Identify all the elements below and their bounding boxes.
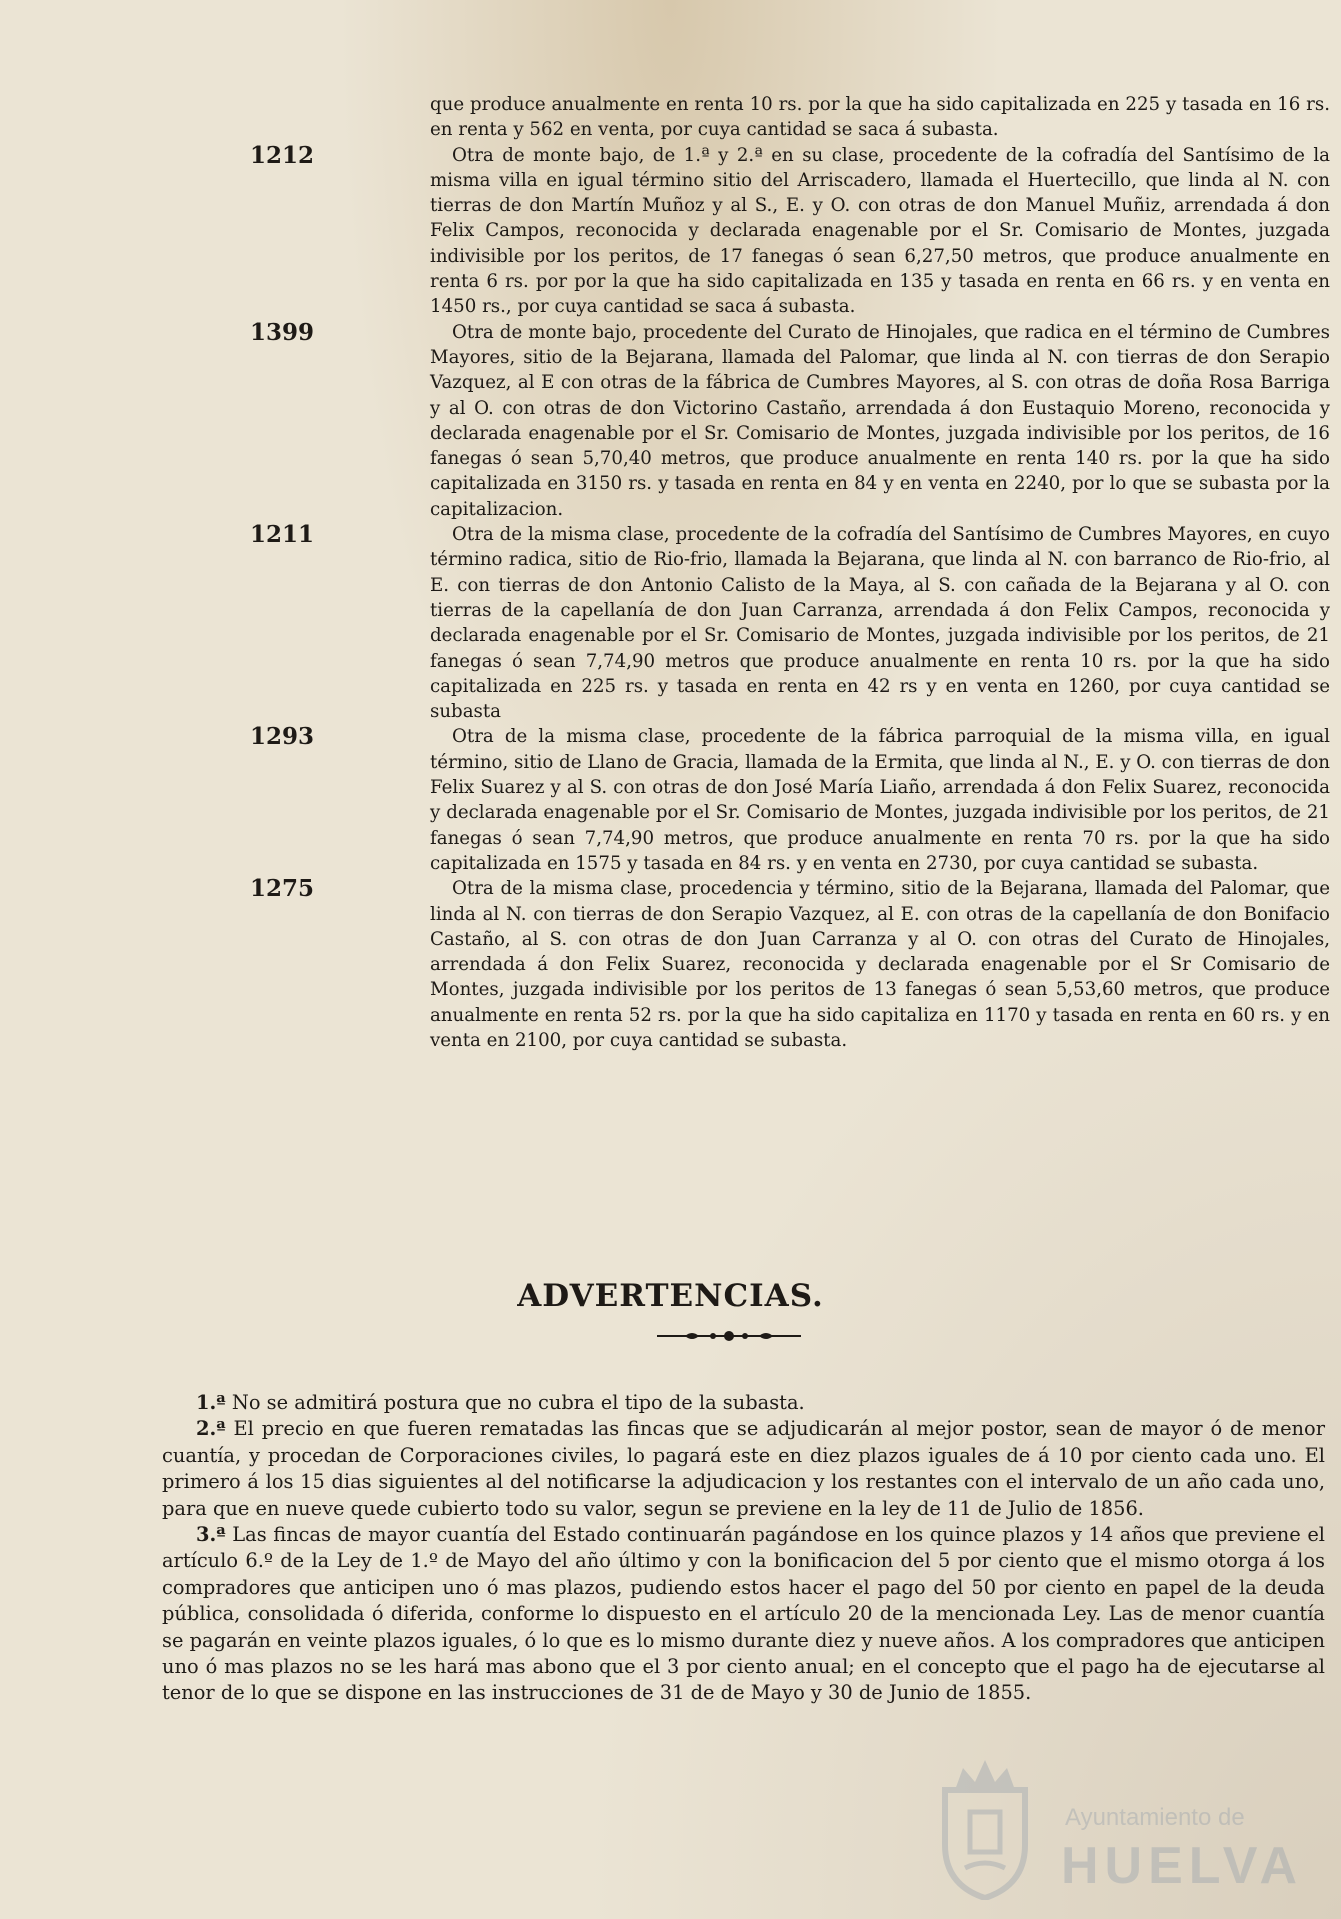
entry-text: Otra de la misma clase, procedencia y término, sitio de la Bejarana, llamada del Palomar, que linda al N. con tierras de don Serapio Vazquez, al E. con otras de la capellanía de don Bonifacio Castaño, al S. con otras de don Juan Carranza y al O. con otras del Curato de Hinojales, arrendada á don Felix Suarez, reconocida y declarada enagenable por el Sr Comisario de Montes, juzgada indivisible por los peritos de 13 fanegas ó sean 5,53,60 metros, que produce anualmente en renta 52 rs. por la que ha sido capitaliza en 1170 y tasada en renta en 60 rs. y en venta en 2100, por cuya cantidad se subasta. [430,878,1330,1051]
entry-1211 [0,522,1341,724]
property-entries [0,92,1341,1053]
entry-1293 [0,724,1341,876]
entry-1275 [0,876,1341,1053]
note-item [162,1416,1325,1522]
entry-number: 1275 [250,875,315,903]
entry-text: Otra de la misma clase, procedente de la cofradía del Santísimo de Cumbres Mayores, en cuyo término radica, sitio de Rio-frio, llamada la Bejarana, que linda al N. con barranco de Rio-frio, al E. con tierras de don Antonio Calisto de la Maya, al S. con cañada de la Bejarana y al O. con tierras de la capellanía de don Juan Carranza, arrendada á don Felix Campos, reconocida y declarada enagenable por el Sr. Comisario de Montes, juzgada indivisible por los peritos, de 21 fanegas ó sean 7,74,90 metros que produce anualmente en renta 10 rs. por la que ha sido capitalizada en 225 rs. y tasada en renta en 42 rs y en venta en 1260, por cuya cantidad se subasta [430,524,1330,723]
entry-1399 [0,320,1341,522]
note-label: 1.ª [196,1391,226,1414]
note-text: El precio en que fueren rematadas las fincas que se adjudicarán al mejor postor, sean de mayor ó de menor cuantía, y procedan de Corporaciones civiles, lo pagará este en diez plazos iguales de á 10 por ciento cada uno. El primero á los 15 dias siguientes al del notificarse la adjudicacion y los restantes con el intervalo de un año cada uno, para que en nueve quede cubierto todo su valor, segun se previene en la ley de 11 de Julio de 1856. [162,1417,1325,1520]
watermark-line2: HUELVA [1061,1837,1304,1895]
ornament-divider-icon [655,1329,803,1343]
section-heading: ADVERTENCIAS. [517,1278,824,1314]
note-text: Las fincas de mayor cuantía del Estado continuarán pagándose en los quince plazos y 14 años que previene el artículo 6.º de la Ley de 1.º de Mayo del año último y con la bonificacion del 5 por ciento que el mismo otorga á los compradores que anticipen uno ó mas plazos, pudiendo estos hacer el pago del 50 por ciento en papel de la deuda pública, consolidada ó diferida, conforme lo dispuesto en el artículo 20 de la mencionada Ley. Las de menor cuantía se pagarán en veinte plazos iguales, ó lo que es lo mismo durante diez y nueve años. A los compradores que anticipen uno ó mas plazos no se les hará mas abono que el 3 por ciento anual; en el concepto que el pago ha de ejecutarse al tenor de lo que se dispone en las instrucciones de 31 de de Mayo y 30 de Junio de 1855. [162,1523,1325,1705]
watermark [925,1740,1325,1910]
note-item [162,1390,1325,1416]
entry-number: 1399 [250,318,315,346]
entry-text: que produce anualmente en renta 10 rs. por la que ha sido capitalizada en 225 y tasada en 16 rs. en renta y 562 en venta, por cuya cantidad se saca á subasta. [430,94,1330,141]
entry-text: Otra de monte bajo, de 1.ª y 2.ª en su clase, procedente de la cofradía del Santísimo de la misma villa en igual término sitio del Arriscadero, llamada el Huertecillo, que linda al N. con tierras de don Martín Muñoz y al S., E. y O. con otras de don Manuel Muñiz, arrendada á don Felix Campos, reconocida y declarada enagenable por el Sr. Comisario de Montes, juzgada indivisible por los peritos, de 17 fanegas ó sean 6,27,50 metros, que produce anualmente en renta 6 rs. por por la que ha sido capitalizada en 135 y tasada en renta en 66 rs. y en venta en 1450 rs., por cuya cantidad se saca á subasta. [430,144,1330,318]
watermark-line1: Ayuntamiento de [1065,1804,1245,1831]
coat-of-arms-icon [925,1750,1045,1900]
notes-list [162,1390,1325,1707]
entry-number: 1212 [250,141,315,169]
entry-text: Otra de monte bajo, procedente del Curato de Hinojales, que radica en el término de Cumbres Mayores, sitio de la Bejarana, llamada del Palomar, que linda al N. con tierras de don Serapio Vazquez, al E con otras de la fábrica de Cumbres Mayores, al S. con otras de doña Rosa Barriga y al O. con otras de don Victorino Castaño, arrendada á don Eustaquio Moreno, reconocida y declarada enagenable por el Sr. Comisario de Montes, juzgada indivisible por los peritos, de 16 fanegas ó sean 5,70,40 metros, que produce anualmente en renta 140 rs. por la que ha sido capitalizada en 3150 rs. y tasada en renta en 84 y en venta en 2240, por lo que se subasta por la capitalizacion. [430,321,1330,520]
note-item [162,1522,1325,1707]
note-label: 3.ª [196,1523,226,1547]
entry-continuation [0,92,1341,143]
entry-text: Otra de la misma clase, procedente de la fábrica parroquial de la misma villa, en igual término, sitio de Llano de Gracia, llamada de la Ermita, que linda al N., E. y O. con tierras de don Felix Suarez y al S. con otras de don José María Liaño, arrendada á don Felix Suarez, reconocida y declarada enagenable por el Sr. Comisario de Montes, juzgada indivisible por los peritos, de 21 fanegas ó sean 7,74,90 metros, que produce anualmente en renta 70 rs. por la que ha sido capitalizada en 1575 y tasada en 84 rs. y en venta en 2730, por cuya cantidad se subasta. [430,726,1331,874]
note-text: No se admitirá postura que no cubra el tipo de la subasta. [231,1391,805,1414]
entry-1212 [0,143,1341,320]
entry-number: 1211 [250,521,315,549]
note-label: 2.ª [196,1417,226,1441]
entry-number: 1293 [250,723,315,751]
